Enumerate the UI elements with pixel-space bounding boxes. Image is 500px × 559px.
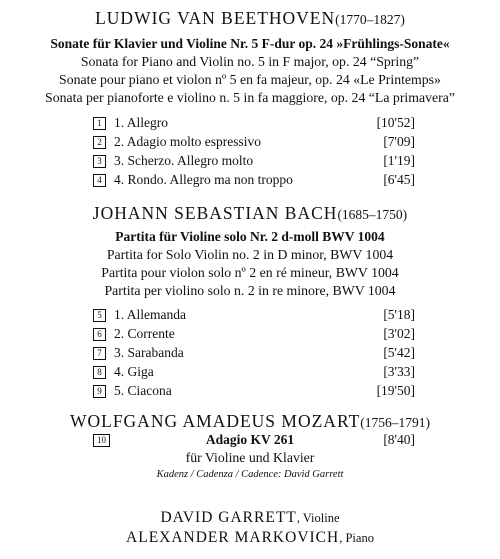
track-title: 1. Allemanda xyxy=(114,307,186,322)
track-number-box: 8 xyxy=(93,366,106,379)
track-duration: [6'45] xyxy=(383,172,415,187)
performer-name: ALEXANDER MARKOVICH xyxy=(126,529,340,546)
track-duration: [7'09] xyxy=(383,134,415,149)
bach-title-fr: Partita pour violon solo nº 2 en ré mineur, BWV 1004 xyxy=(101,265,399,280)
bach-title-it: Partita per violino solo n. 2 in re minore, BWV 1004 xyxy=(104,283,396,298)
beethoven-title-de: Sonate für Klavier und Violine Nr. 5 F-dur op. 24 »Frühlings-Sonate« xyxy=(50,36,450,51)
beethoven-title-fr: Sonate pour piano et violon nº 5 en fa majeur, op. 24 «Le Printemps» xyxy=(59,72,441,87)
mozart-composer-name: WOLFGANG AMADEUS MOZART xyxy=(69,411,361,431)
track-title: 1. Allegro xyxy=(114,115,168,130)
track-title: 3. Scherzo. Allegro molto xyxy=(114,153,254,168)
track-duration: [5'42] xyxy=(383,345,415,360)
performer-instrument: , Violine xyxy=(296,511,340,525)
track-duration: [1'19] xyxy=(383,153,415,168)
track-duration: [5'18] xyxy=(383,307,415,322)
bach-composer-heading xyxy=(0,203,500,224)
mozart-title: Adagio KV 261 xyxy=(205,432,295,447)
performer-name: DAVID GARRETT xyxy=(160,509,297,526)
track-number-box: 2 xyxy=(93,136,106,149)
track-number-box: 1 xyxy=(93,117,106,130)
track-duration: [8'40] xyxy=(383,432,415,447)
track-number-box: 3 xyxy=(93,155,106,168)
beethoven-composer-name: LUDWIG VAN BEETHOVEN xyxy=(95,8,336,28)
mozart-dates: (1756–1791) xyxy=(360,415,431,430)
bach-title-en: Partita for Solo Violin no. 2 in D minor, BWV 1004 xyxy=(106,247,394,262)
beethoven-title-it: Sonata per pianoforte e violino n. 5 in fa maggiore, op. 24 “La primavera” xyxy=(45,90,455,105)
track-number-box: 4 xyxy=(93,174,106,187)
beethoven-title-en: Sonata for Piano and Violin no. 5 in F major, op. 24 “Spring” xyxy=(80,54,420,69)
track-title: 5. Ciacona xyxy=(114,383,172,398)
track-title: 2. Corrente xyxy=(114,326,175,341)
performer-line xyxy=(0,529,500,547)
performer-instrument: , Piano xyxy=(339,531,374,545)
mozart-composer-heading xyxy=(0,411,500,432)
beethoven-dates: (1770–1827) xyxy=(335,12,405,27)
performer-line xyxy=(0,509,500,527)
mozart-subtitle: für Violine und Klavier xyxy=(185,450,315,465)
track-duration: [3'02] xyxy=(383,326,415,341)
track-number-box: 9 xyxy=(93,385,106,398)
bach-title-de: Partita für Violine solo Nr. 2 d-moll BWV 1004 xyxy=(115,229,385,244)
track-number-box: 6 xyxy=(93,328,106,341)
track-duration: [19'50] xyxy=(376,383,415,398)
track-title: 4. Giga xyxy=(114,364,154,379)
mozart-cadenza-credit: Kadenz / Cadenza / Cadence: David Garrett xyxy=(156,469,344,480)
beethoven-composer-heading xyxy=(0,8,500,29)
bach-composer-name: JOHANN SEBASTIAN BACH xyxy=(92,203,338,223)
track-title: 2. Adagio molto espressivo xyxy=(114,134,261,149)
track-number-box: 7 xyxy=(93,347,106,360)
bach-dates: (1685–1750) xyxy=(337,207,408,222)
track-duration: [10'52] xyxy=(376,115,415,130)
track-number-box: 5 xyxy=(93,309,106,322)
track-title: 4. Rondo. Allegro ma non troppo xyxy=(114,172,293,187)
track-duration: [3'33] xyxy=(383,364,415,379)
track-number-box: 10 xyxy=(93,434,110,447)
track-title: 3. Sarabanda xyxy=(114,345,184,360)
